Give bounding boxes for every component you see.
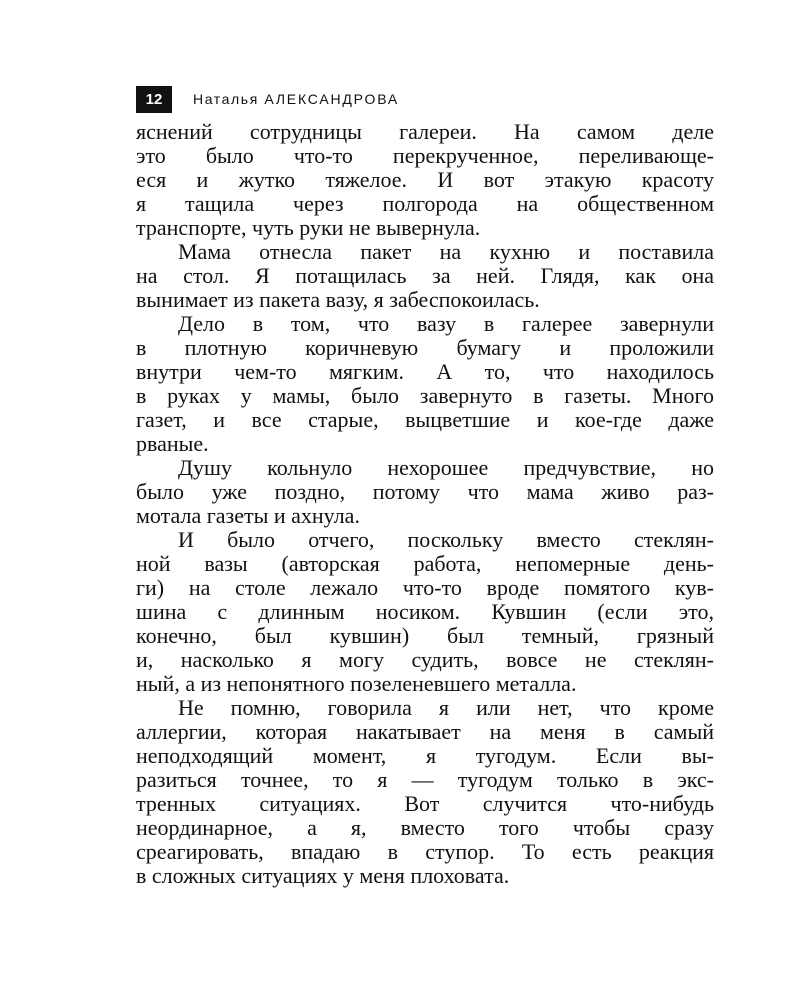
text-line: ной вазы (авторская работа, непомерные день- xyxy=(136,551,714,576)
text-line: конечно, был кувшин) был темный, грязный xyxy=(136,623,714,648)
text-line: в плотную коричневую бумагу и проложили xyxy=(136,335,714,360)
text-line: аллергии, которая накатывает на меня в самый xyxy=(136,719,714,744)
text-line: и, насколько я могу судить, вовсе не стеклян- xyxy=(136,647,714,672)
text-line: рваные. xyxy=(136,431,209,456)
text-line: в руках у мамы, было завернуто в газеты. Много xyxy=(136,383,714,408)
paragraph-first-line: Не помню, говорила я или нет, что кроме xyxy=(178,695,714,720)
text-line: газет, и все старые, выцветшие и кое-где даже xyxy=(136,407,714,432)
text-line: в сложных ситуациях у меня плоховата. xyxy=(136,863,510,888)
text-line: внутри чем-то мягким. А то, что находилось xyxy=(136,359,714,384)
text-line: на стол. Я потащилась за ней. Глядя, как она xyxy=(136,263,714,288)
text-line: мотала газеты и ахнула. xyxy=(136,503,360,528)
text-line: вынимает из пакета вазу, я забеспокоилась. xyxy=(136,287,540,312)
text-line: разиться точнее, то я — тугодум только в экс- xyxy=(136,767,714,792)
author-name xyxy=(193,91,399,107)
text-line: яснений сотрудницы галереи. На самом деле xyxy=(136,119,714,144)
text-line: среагировать, впадаю в ступор. То есть реакция xyxy=(136,839,714,864)
author-first-name: Наталья xyxy=(193,91,259,107)
text-line: шина с длинным носиком. Кувшин (если это, xyxy=(136,599,714,624)
paragraph-first-line: Душу кольнуло нехорошее предчувствие, но xyxy=(178,455,714,480)
text-line: я тащила через полгорода на общественном xyxy=(136,191,714,216)
body-text xyxy=(136,120,714,888)
text-line: было уже поздно, потому что мама живо раз- xyxy=(136,479,714,504)
author-last-name: АЛЕКСАНДРОВА xyxy=(264,91,400,107)
text-line: это было что-то перекрученное, переливающе- xyxy=(136,143,714,168)
text-line: тренных ситуациях. Вот случится что-нибудь xyxy=(136,791,714,816)
paragraph-first-line: И было отчего, поскольку вместо стеклян- xyxy=(178,527,714,552)
text-line: неподходящий момент, я тугодум. Если вы- xyxy=(136,743,714,768)
text-line: транспорте, чуть руки не вывернула. xyxy=(136,215,481,240)
running-header xyxy=(136,85,399,113)
text-line: ный, а из непонятного позеленевшего металла. xyxy=(136,671,577,696)
text-line: неординарное, а я, вместо того чтобы сразу xyxy=(136,815,714,840)
text-line: ги) на столе лежало что-то вроде помятого кув- xyxy=(136,575,714,600)
text-line: еся и жутко тяжелое. И вот этакую красоту xyxy=(136,167,714,192)
paragraph-first-line: Мама отнесла пакет на кухню и поставила xyxy=(178,239,714,264)
page-number: 12 xyxy=(136,86,172,113)
paragraph-first-line: Дело в том, что вазу в галерее завернули xyxy=(178,311,714,336)
